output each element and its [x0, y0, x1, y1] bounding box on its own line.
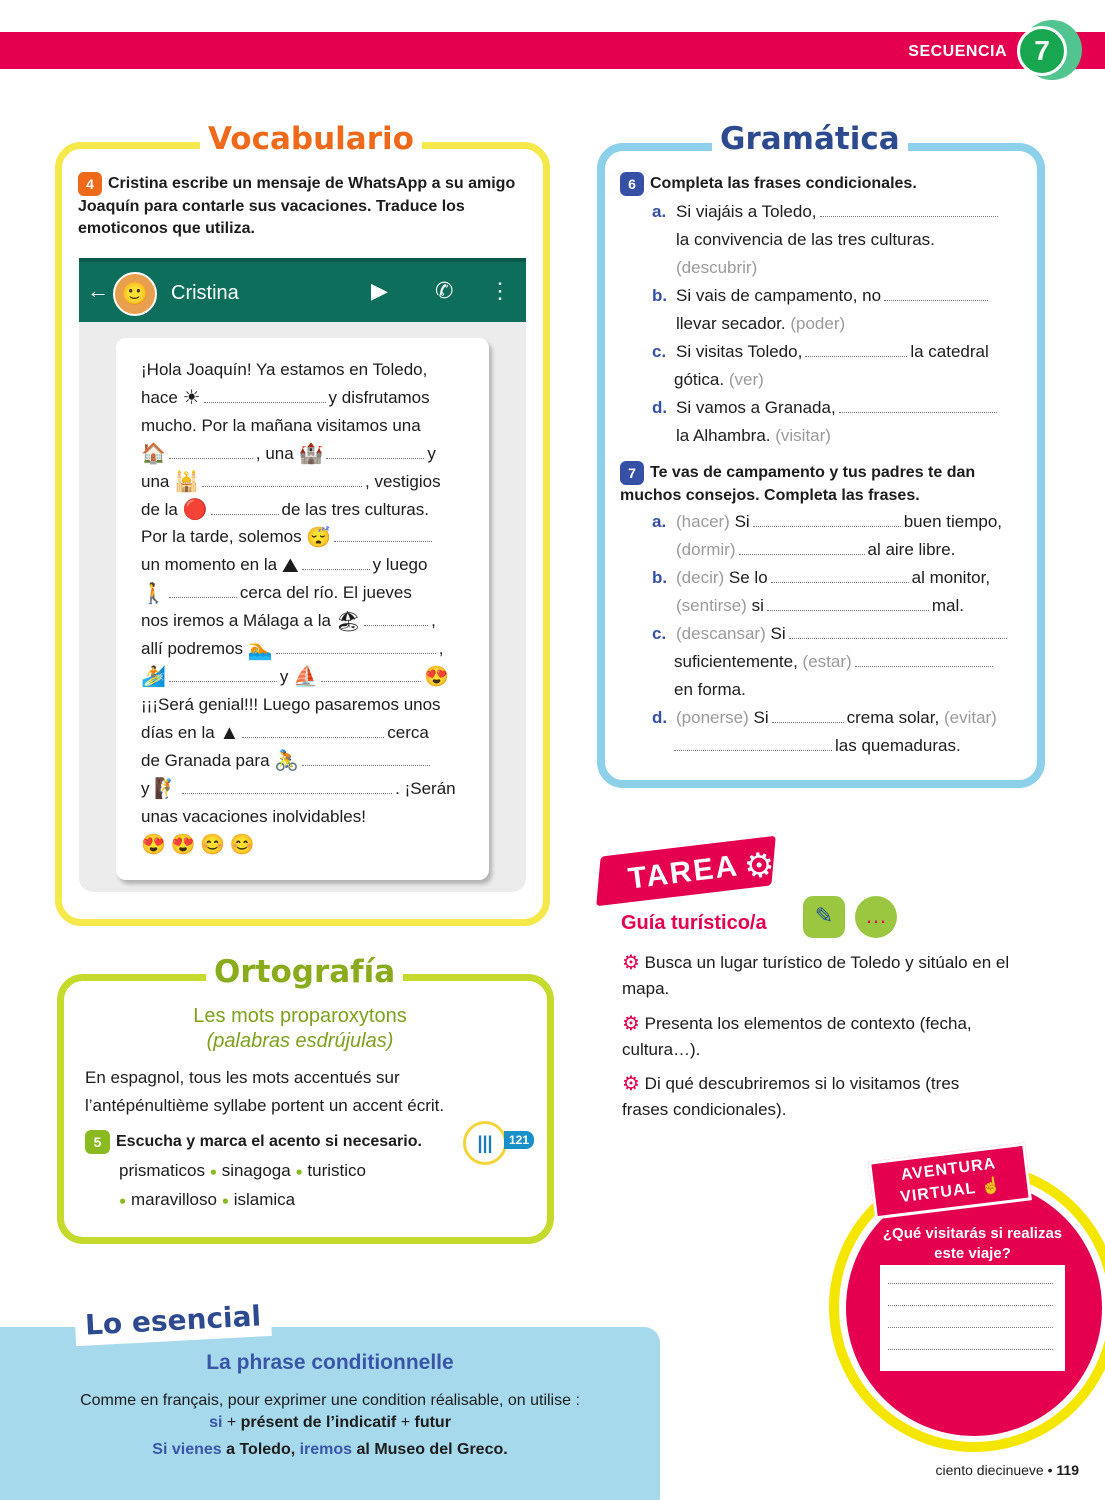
msg-seg: y luego: [372, 555, 428, 575]
tarea-item: [622, 1071, 982, 1122]
item-hint: (ver): [728, 370, 764, 389]
item-line: [652, 592, 1032, 620]
word[interactable]: sinagoga: [221, 1161, 291, 1180]
item-a: [652, 508, 1032, 536]
blank[interactable]: [276, 641, 436, 654]
item-hint: (descansar): [676, 624, 766, 643]
item-text: mal.: [931, 596, 964, 615]
blank[interactable]: [839, 399, 997, 413]
item-a: [652, 198, 1022, 226]
blank[interactable]: [302, 557, 370, 570]
blank[interactable]: [204, 390, 326, 403]
blank[interactable]: [888, 1315, 1053, 1328]
vocabulario-title: Vocabulario: [200, 122, 422, 156]
tarea-item-text: Di qué descubriremos si lo visitamos (tres frases condicionales).: [622, 1074, 960, 1120]
exercise-4-instruction: [78, 172, 528, 240]
item-line: [652, 732, 1032, 760]
tarea-item: [622, 1011, 1022, 1062]
item-text: la convivencia de las tres culturas.: [676, 230, 935, 249]
blank[interactable]: [674, 737, 832, 751]
ortografia-subtitle: [80, 1004, 520, 1054]
instruction-text: Escucha y marca el acento si necesario.: [116, 1133, 422, 1151]
back-arrow-icon[interactable]: ←: [87, 278, 109, 303]
blank[interactable]: [888, 1271, 1053, 1284]
castle-icon: 🏰: [298, 443, 324, 466]
exercise-number-7: 7: [620, 461, 644, 485]
item-d: [652, 394, 1022, 422]
item-text: al monitor,: [911, 568, 991, 587]
exercise-number-4: 4: [78, 172, 102, 196]
esencial-rule: [0, 1412, 660, 1434]
smiling-face-icon: 😊: [200, 833, 226, 856]
blank[interactable]: [753, 513, 901, 527]
msg-seg: y: [141, 778, 150, 798]
example-part: a Toledo,: [221, 1441, 300, 1458]
ortografia-title: Ortografía: [206, 955, 403, 989]
item-letter: d.: [652, 398, 668, 417]
esencial-text: [0, 1390, 660, 1461]
whatsapp-screen: [79, 258, 526, 892]
msg-seg: y: [427, 443, 436, 463]
item-letter: a.: [652, 512, 667, 531]
example-part: al Museo del Greco.: [352, 1441, 508, 1458]
item-hint: (descubrir): [676, 258, 758, 277]
item-text: llevar secador.: [676, 314, 786, 333]
msg-seg: , vestigios: [365, 471, 441, 491]
audio-track-number: 121: [504, 1131, 534, 1149]
item-line: [652, 648, 1032, 676]
word[interactable]: maravilloso: [130, 1189, 217, 1209]
item-letter: b.: [652, 286, 668, 305]
heart-eyes-icon: 😍: [170, 833, 196, 856]
msg-seg: hace: [141, 387, 178, 407]
blank[interactable]: [771, 569, 909, 583]
item-hint: (decir): [676, 568, 725, 587]
spain-flag-icon: 🔴: [182, 499, 208, 522]
blank[interactable]: [169, 446, 253, 459]
walking-person-icon: 🚶: [141, 582, 166, 605]
item-letter: a.: [652, 202, 667, 221]
speech-bubble-icon: …: [855, 896, 897, 938]
msg-seg: ,: [438, 639, 444, 659]
word[interactable]: islamica: [233, 1189, 296, 1209]
item-letter: c.: [652, 342, 667, 361]
msg-seg: un momento en la: [141, 555, 278, 575]
msg-line: ¡¡¡Será genial!!! Luego pasaremos unos: [141, 694, 441, 714]
item-text: si: [751, 596, 764, 615]
subtitle-line: Les mots proparoxytons: [193, 1005, 407, 1027]
item-text: Si vais de campamento, no: [676, 286, 882, 305]
exercise-number-6: 6: [620, 172, 644, 196]
msg-seg: cerca del río. El jueves: [239, 583, 412, 603]
blank[interactable]: [202, 474, 362, 487]
mountain-icon: ⛰: [281, 554, 299, 577]
item-hint: (dormir): [676, 540, 736, 559]
item-text: buen tiempo,: [903, 512, 1003, 531]
bullet-icon: ●: [209, 1164, 217, 1179]
item-text: Si: [770, 624, 786, 643]
blank[interactable]: [242, 725, 384, 738]
msg-seg: nos iremos a Málaga a la: [141, 611, 331, 631]
word[interactable]: prismaticos: [119, 1161, 205, 1180]
climber-icon: 🧗: [154, 778, 180, 801]
message-text: [141, 356, 463, 858]
msg-seg: y disfrutamos: [328, 387, 430, 407]
item-hint: (estar): [802, 652, 852, 671]
page-footer: [936, 1462, 1079, 1478]
rule-part: +: [222, 1414, 241, 1431]
blank[interactable]: [767, 597, 929, 611]
msg-seg: Por la tarde, solemos: [141, 527, 302, 547]
tarea-item-text: Presenta los elementos de contexto (fecha, cultura…).: [622, 1014, 972, 1060]
rule-part: si: [209, 1414, 223, 1431]
instruction-text: Cristina escribe un mensaje de WhatsApp a su amigo Joaquín para contarle sus vacaciones. Traduce los emoticonos que utiliza.: [78, 175, 516, 237]
blank[interactable]: [364, 613, 428, 626]
item-hint: (sentirse): [676, 596, 747, 615]
item-c: [652, 620, 1032, 648]
blank[interactable]: [805, 343, 907, 357]
item-text: suficientemente,: [674, 652, 798, 671]
msg-seg: cerca: [387, 722, 429, 742]
video-call-icon[interactable]: ▶: [371, 278, 388, 303]
peak-icon: ▲: [219, 722, 240, 745]
item-line: [652, 366, 1022, 394]
rule-part: présent de l’indicatif: [240, 1414, 397, 1431]
item-text: la catedral: [910, 342, 989, 361]
cursor-icon: ☝: [980, 1176, 1004, 1197]
msg-seg: ,: [431, 611, 436, 631]
rule-part: +: [396, 1414, 415, 1431]
tarea-title: Guía turístico/a: [621, 912, 767, 934]
tarea-item-text: Busca un lugar turístico de Toledo y sitúalo en el mapa.: [622, 953, 1010, 999]
item-hint: (poder): [790, 314, 846, 333]
exercise-6-instruction: [620, 172, 917, 196]
bullet-icon: ●: [119, 1193, 127, 1208]
item-letter: d.: [652, 708, 668, 727]
blank[interactable]: [302, 753, 430, 766]
blank[interactable]: [789, 625, 1007, 639]
esencial-title: La phrase conditionnelle: [206, 1351, 454, 1374]
item-line: [652, 310, 1022, 338]
item-text: al aire libre.: [867, 540, 956, 559]
ortografia-rule: En espagnol, tous les mots accentués sur l’antépénultième syllabe portent un accent écrit.: [85, 1068, 445, 1115]
item-hint: (hacer): [676, 512, 730, 531]
msg-seg: de las tres culturas.: [281, 499, 429, 519]
gramatica-title: Gramática: [712, 122, 908, 156]
blank[interactable]: [169, 585, 237, 598]
label-text: VIRTUAL: [899, 1179, 977, 1207]
instruction-text: Te vas de campamento y tus padres te dan muchos consejos. Completa las frases.: [620, 464, 976, 504]
esencial-label: Lo esencial: [74, 1295, 272, 1346]
blank[interactable]: [739, 541, 865, 555]
esencial-line: Comme en français, pour exprimer une condition réalisable, on utilise :: [80, 1392, 580, 1409]
item-text: Si: [753, 708, 769, 727]
exercise-7-instruction: [620, 461, 1030, 507]
item-d: [652, 704, 1032, 732]
tarea-item: [622, 950, 1022, 1001]
house-icon: 🏠: [141, 443, 166, 466]
page-number: 119: [1056, 1462, 1079, 1478]
msg-line: unas vacaciones inolvidables!: [141, 806, 366, 826]
msg-seg: , una: [255, 443, 294, 463]
blank[interactable]: [884, 287, 988, 301]
rule-part: futur: [414, 1414, 451, 1431]
heart-eyes-icon: 😍: [141, 833, 166, 856]
gear-icon: ⚙: [622, 952, 640, 975]
word[interactable]: turistico: [307, 1161, 366, 1180]
instruction-text: Completa las frases condicionales.: [650, 175, 917, 193]
sequence-label: SECUENCIA: [908, 43, 1007, 60]
exercise-number-5: 5: [85, 1130, 110, 1154]
smiling-face-icon: 😊: [229, 833, 255, 856]
sleeping-face-icon: 😴: [306, 526, 332, 549]
item-line: [652, 422, 1022, 450]
gear-icon: ⚙: [622, 1073, 640, 1096]
exercise-6-items: [652, 198, 1022, 450]
answer-box[interactable]: [880, 1265, 1065, 1371]
gear-icon: ⚙: [741, 845, 777, 887]
page-bullet: •: [1043, 1462, 1057, 1478]
item-line: [652, 536, 1032, 564]
item-text: Si: [734, 512, 750, 531]
blank[interactable]: [888, 1337, 1053, 1350]
item-hint: (visitar): [775, 426, 831, 445]
msg-seg: una: [141, 471, 170, 491]
surfer-icon: 🏄: [141, 666, 166, 689]
item-text: crema solar,: [846, 708, 940, 727]
item-hint: (evitar): [943, 708, 997, 727]
item-b: [652, 282, 1022, 310]
msg-line: ¡Hola Joaquín! Ya estamos en Toledo,: [141, 360, 428, 379]
avatar[interactable]: 🙂: [113, 272, 157, 316]
contact-name[interactable]: Cristina: [171, 282, 239, 304]
blank[interactable]: [334, 529, 432, 542]
msg-seg: días en la: [141, 722, 215, 742]
blank[interactable]: [169, 669, 277, 682]
sun-icon: ☀: [182, 387, 201, 410]
item-letter: c.: [652, 624, 667, 643]
pencil-icon: ✎: [803, 896, 845, 938]
page-text: ciento diecinueve: [935, 1462, 1044, 1478]
msg-seg: de la: [141, 499, 178, 519]
item-text: Si viajáis a Toledo,: [676, 202, 817, 221]
sailboat-icon: ⛵: [293, 666, 319, 689]
msg-seg: . ¡Serán: [395, 778, 456, 798]
item-text: Se lo: [728, 568, 768, 587]
item-text: Si vamos a Granada,: [676, 398, 836, 417]
gear-icon: ⚙: [622, 1013, 640, 1036]
item-c: [652, 338, 1022, 366]
msg-line: mucho. Por la mañana visitamos una: [141, 415, 421, 435]
blank[interactable]: [820, 203, 998, 217]
esencial-example: [0, 1439, 660, 1461]
chat-header: [79, 258, 526, 322]
beach-icon: 🏖: [335, 610, 362, 633]
phone-icon[interactable]: ✆: [435, 278, 454, 303]
cyclist-icon: 🚴: [274, 750, 300, 773]
tarea-label: TAREA: [626, 849, 741, 896]
bullet-icon: ●: [221, 1193, 229, 1208]
item-text: Si visitas Toledo,: [676, 342, 803, 361]
item-text: gótica.: [674, 370, 725, 389]
msg-seg: y: [279, 666, 289, 686]
item-letter: b.: [652, 568, 668, 587]
item-b: [652, 564, 1032, 592]
msg-seg: allí podremos: [141, 639, 244, 659]
item-text: las quemaduras.: [835, 736, 961, 755]
blank[interactable]: [855, 653, 993, 667]
blank[interactable]: [888, 1293, 1053, 1306]
audio-wave-icon[interactable]: |||: [463, 1121, 507, 1165]
blank[interactable]: [211, 502, 279, 515]
example-part: Si vienes: [152, 1441, 222, 1458]
msg-seg: de Granada para: [141, 750, 270, 770]
example-part: iremos: [299, 1441, 353, 1458]
aventura-question: ¿Qué visitarás si realizas este viaje?: [882, 1225, 1063, 1262]
blank[interactable]: [772, 709, 844, 723]
blank[interactable]: [182, 781, 392, 794]
sequence-number: 7: [1017, 26, 1067, 76]
item-text: en forma.: [674, 680, 746, 699]
blank[interactable]: [321, 669, 421, 682]
item-hint: (ponerse): [676, 708, 749, 727]
item-text: la Alhambra.: [676, 426, 771, 445]
mosque-icon: 🕌: [174, 471, 200, 494]
bullet-icon: ●: [295, 1164, 303, 1179]
blank[interactable]: [326, 446, 424, 459]
swimmer-icon: 🏊: [247, 638, 273, 661]
more-options-icon[interactable]: ⋮: [489, 278, 511, 303]
exercise-7-items: [652, 508, 1032, 760]
heart-eyes-icon: 😍: [424, 666, 449, 689]
message-bubble: [116, 338, 489, 880]
word-list: [119, 1157, 449, 1214]
label-line: AVENTURA: [900, 1155, 998, 1184]
subtitle-line: (palabras esdrújulas): [206, 1030, 394, 1052]
